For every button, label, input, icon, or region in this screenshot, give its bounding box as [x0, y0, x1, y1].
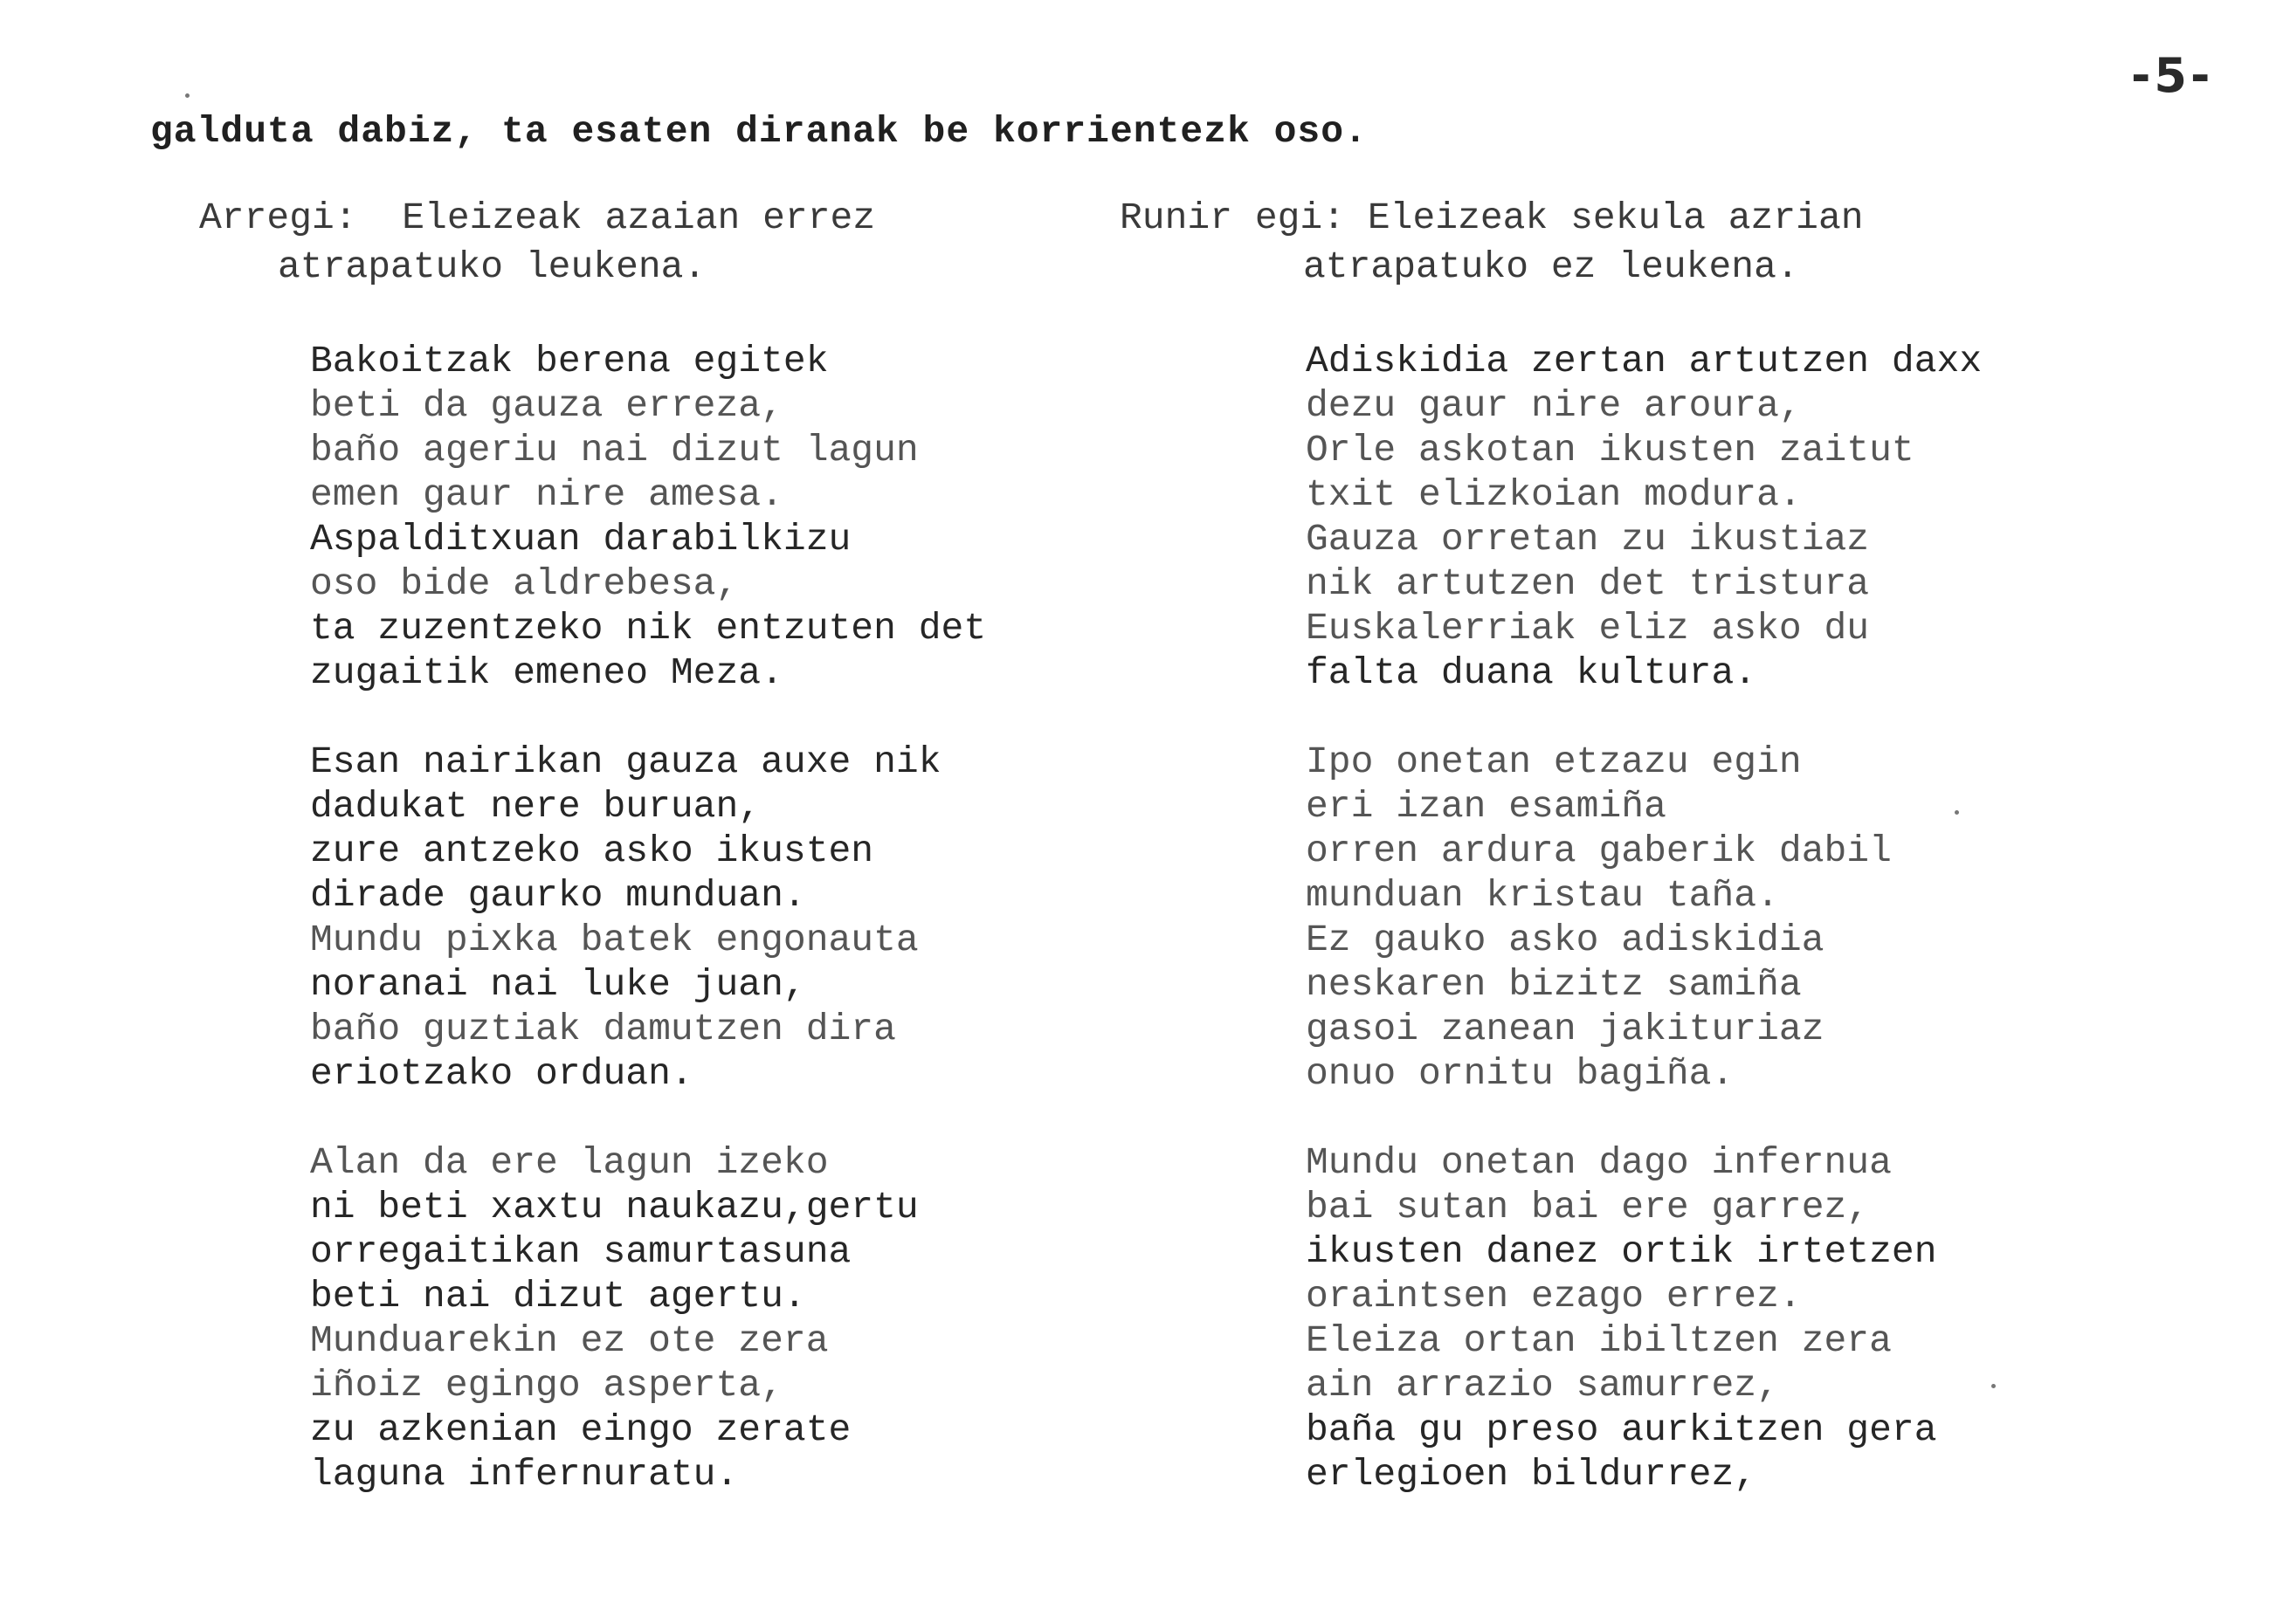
verse-line: zugaitik emeneo Meza. — [310, 651, 783, 694]
verse-line: eriotzako orduan. — [310, 1052, 693, 1095]
verse-line: Alan da ere lagun izeko — [310, 1141, 829, 1184]
verse-stanza — [310, 740, 986, 1096]
verse-line: Gauza orretan zu ikustiaz — [1306, 518, 1870, 561]
verse-line: laguna infernuratu. — [310, 1453, 739, 1496]
verse-line: zure antzeko asko ikusten — [310, 829, 874, 872]
verse-line: zu azkenian eingo zerate — [310, 1408, 852, 1451]
left-speaker-line1: Eleizeak azaian errez — [402, 196, 876, 239]
verse-line: Mundu onetan dago infernua — [1306, 1141, 1892, 1184]
verse-line: beti da gauza erreza, — [310, 384, 783, 427]
verse-line: baña gu preso aurkitzen gera — [1306, 1408, 1937, 1451]
verse-line: Munduarekin ez ote zera — [310, 1319, 829, 1362]
page-number: -5- — [2131, 48, 2214, 103]
verse-line: gasoi zanean jakituriaz — [1306, 1008, 1824, 1050]
left-verse-column — [310, 339, 986, 1541]
verse-line: noranai nai luke juan, — [310, 963, 806, 1006]
verse-line: Aspalditxuan darabilkizu — [310, 518, 852, 561]
verse-line: erlegioen bildurrez, — [1306, 1453, 1757, 1496]
right-speaker-heading — [1120, 194, 1864, 292]
verse-line: Eleiza ortan ibiltzen zera — [1306, 1319, 1892, 1362]
right-speaker-name: Runir egi: — [1120, 196, 1346, 239]
verse-line: munduan kristau taña. — [1306, 874, 1779, 917]
verse-line: txit elizkoian modura. — [1306, 473, 1802, 516]
paper-speck — [185, 93, 190, 98]
paper-speck — [1955, 810, 1959, 815]
left-speaker-line2: atrapatuko leukena. — [278, 245, 707, 288]
verse-line: Esan nairikan gauza auxe nik — [310, 740, 942, 783]
verse-line: ain arrazio samurrez, — [1306, 1364, 1779, 1407]
verse-line: orregaitikan samurtasuna — [310, 1230, 852, 1273]
verse-stanza — [1306, 1140, 1982, 1497]
verse-line: ikusten danez ortik irtetzen — [1306, 1230, 1937, 1273]
right-verse-column — [1306, 339, 1982, 1541]
verse-stanza — [1306, 740, 1982, 1096]
right-speaker-line1: Eleizeak sekula azrian — [1367, 196, 1864, 239]
verse-line: emen gaur nire amesa. — [310, 473, 783, 516]
verse-line: dezu gaur nire aroura, — [1306, 384, 1802, 427]
verse-line: Mundu pixka batek engonauta — [310, 919, 919, 961]
verse-line: onuo ornitu bagiña. — [1306, 1052, 1735, 1095]
verse-line: eri izan esamiña — [1306, 785, 1666, 828]
verse-line: oso bide aldrebesa, — [310, 562, 739, 605]
verse-line: iñoiz egingo asperta, — [310, 1364, 783, 1407]
verse-line: neskaren bizitz samiña — [1306, 963, 1802, 1006]
verse-line: Adiskidia zertan artutzen daxx — [1306, 340, 1983, 382]
verse-line: beti nai dizut agertu. — [310, 1275, 806, 1318]
verse-line: oraintsen ezago errez. — [1306, 1275, 1802, 1318]
verse-stanza — [1306, 339, 1982, 695]
verse-line: ta zuzentzeko nik entzuten det — [310, 607, 987, 650]
verse-line: Bakoitzak berena egitek — [310, 340, 829, 382]
verse-line: ni beti xaxtu naukazu,gertu — [310, 1186, 919, 1228]
verse-line: dadukat nere buruan, — [310, 785, 762, 828]
right-speaker-line2: atrapatuko ez leukena. — [1303, 245, 1799, 288]
left-speaker-name: Arregi: — [199, 196, 357, 239]
verse-line: Ez gauko asko adiskidia — [1306, 919, 1824, 961]
verse-line: nik artutzen det tristura — [1306, 562, 1870, 605]
header-line: galduta dabiz, ta esaten diranak be korrientezk oso. — [150, 110, 1368, 153]
verse-line: bai sutan bai ere garrez, — [1306, 1186, 1870, 1228]
verse-line: dirade gaurko munduan. — [310, 874, 806, 917]
verse-line: orren ardura gaberik dabil — [1306, 829, 1892, 872]
verse-line: falta duana kultura. — [1306, 651, 1757, 694]
verse-stanza — [310, 1140, 986, 1497]
verse-line: baño ageriu nai dizut lagun — [310, 429, 919, 471]
paper-speck — [1991, 1384, 1996, 1388]
verse-line: Orle askotan ikusten zaitut — [1306, 429, 1914, 471]
verse-line: Euskalerriak eliz asko du — [1306, 607, 1870, 650]
verse-stanza — [310, 339, 986, 695]
verse-line: Ipo onetan etzazu egin — [1306, 740, 1802, 783]
verse-line: baño guztiak damutzen dira — [310, 1008, 896, 1050]
left-speaker-heading — [199, 194, 875, 292]
